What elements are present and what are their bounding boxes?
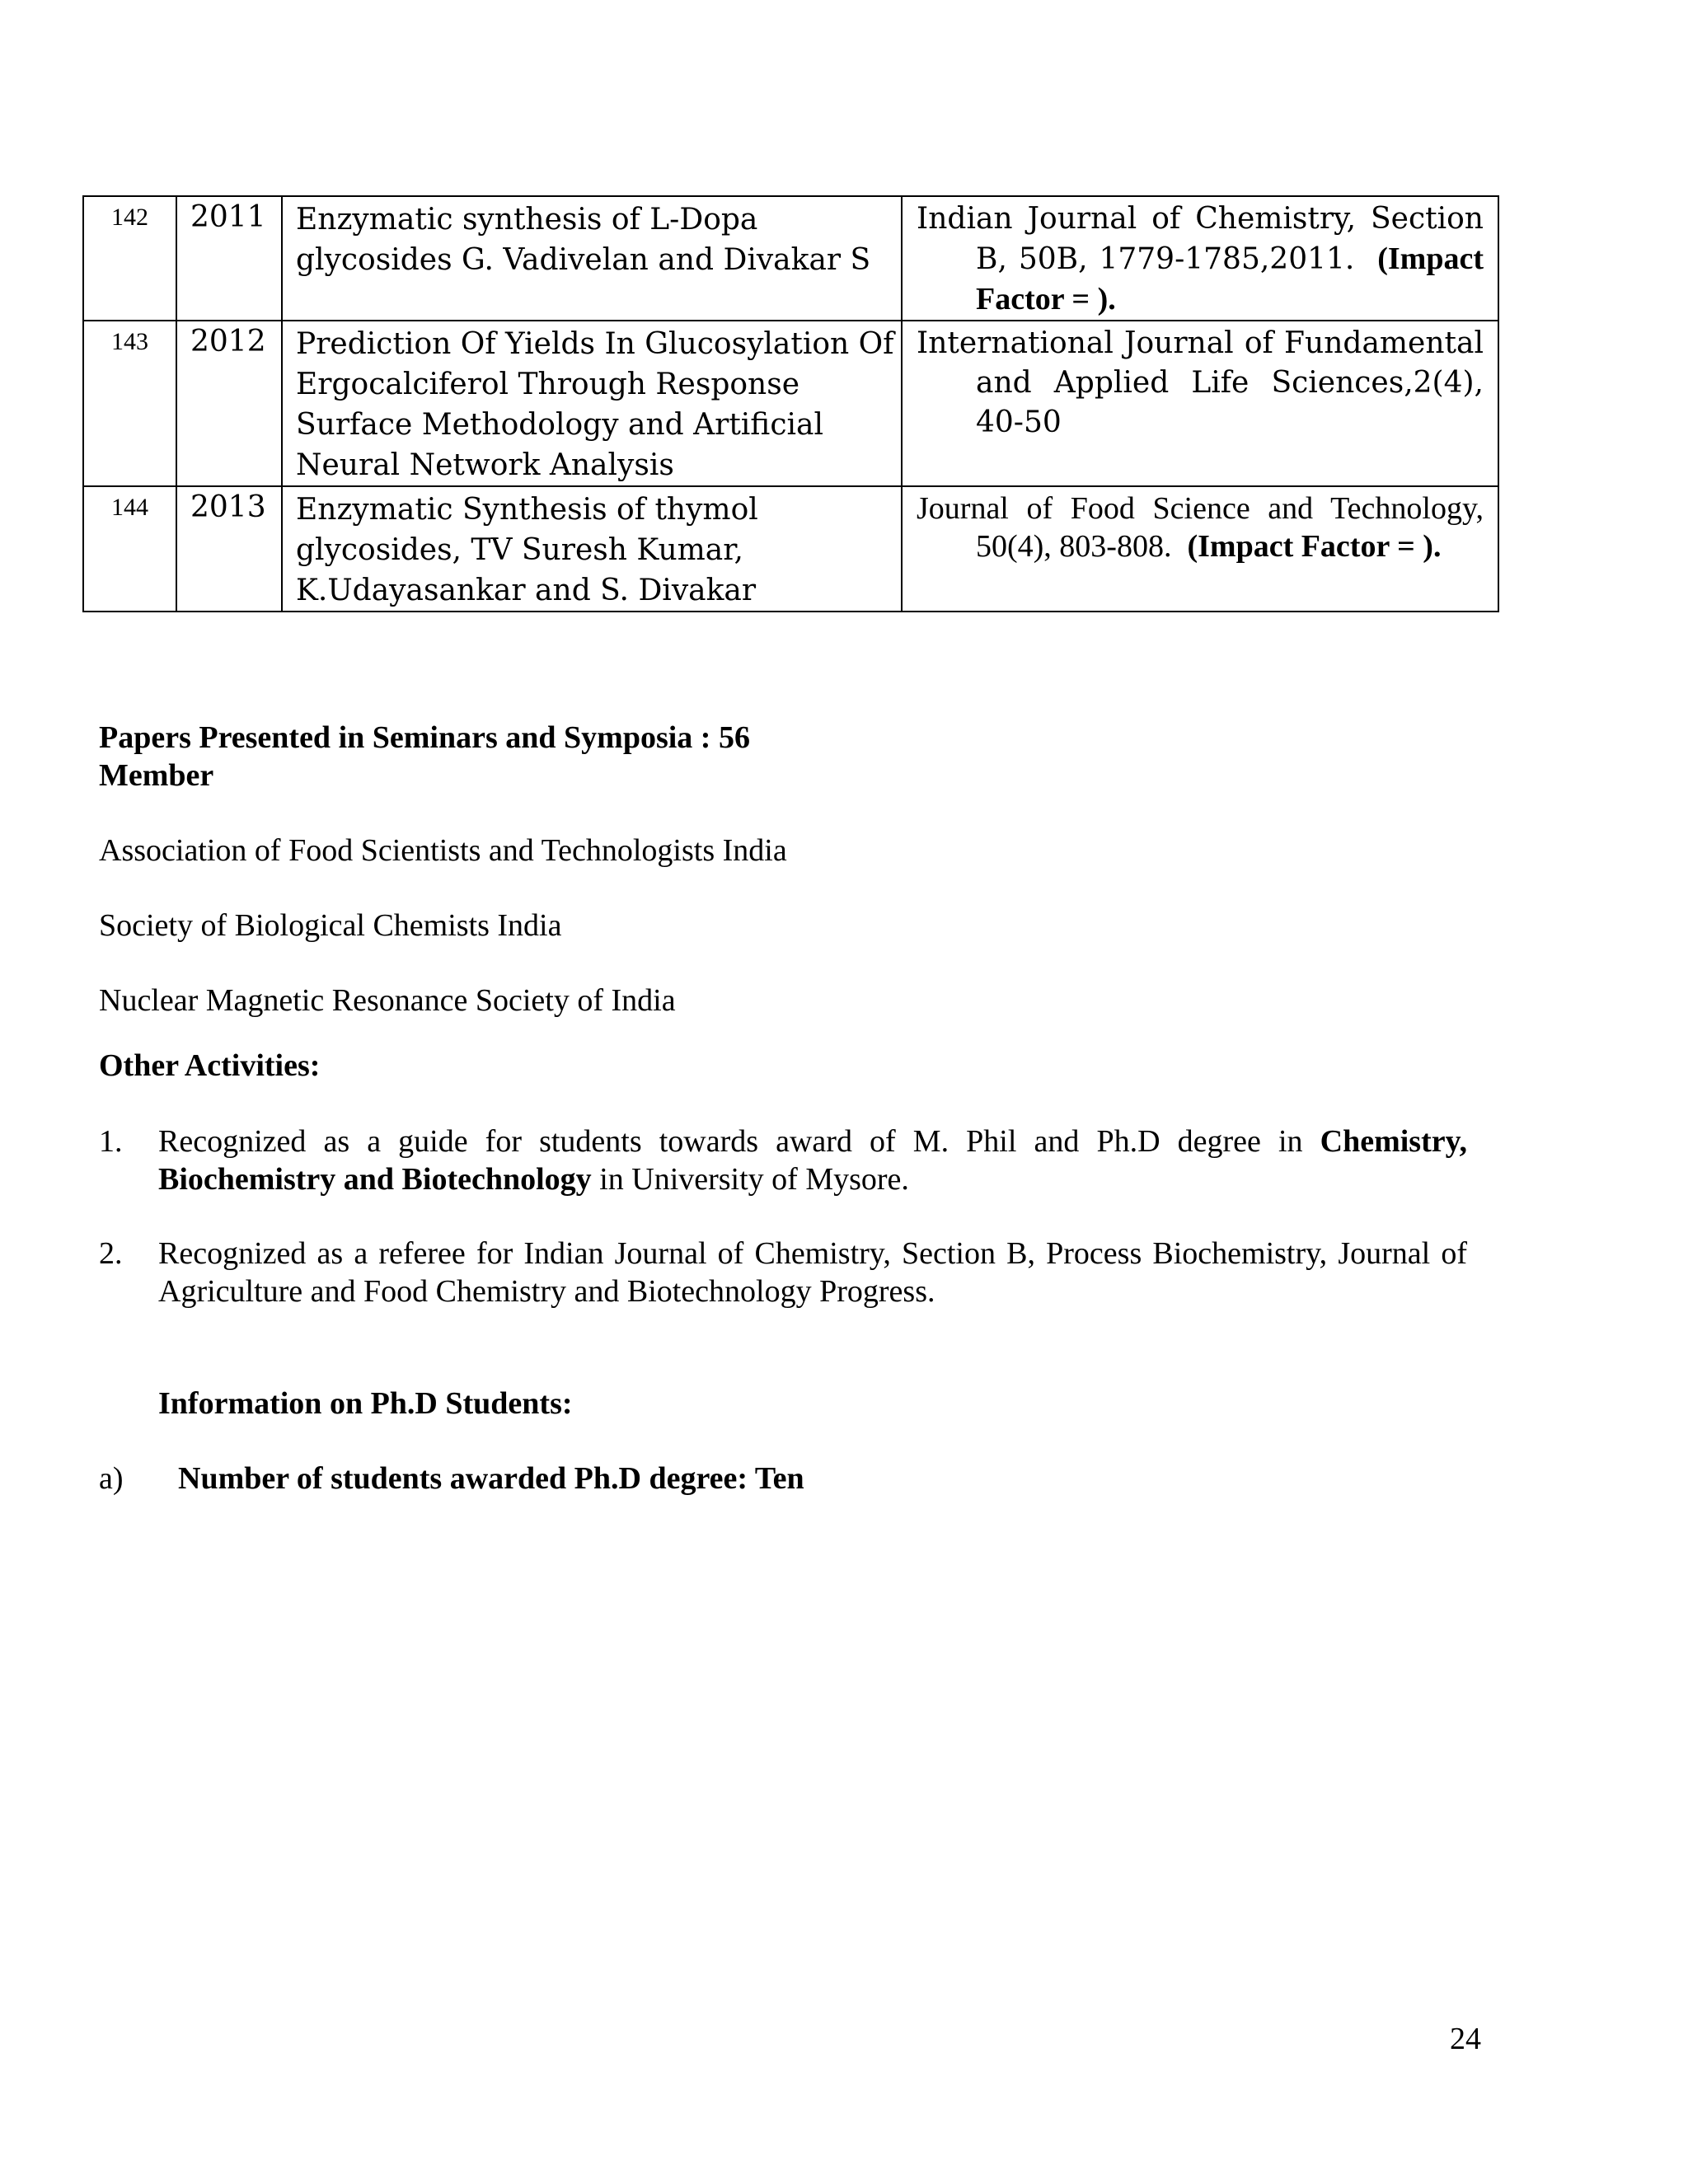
pub-impact-factor: (Impact Factor = ). <box>1187 529 1442 564</box>
pub-journal-cell <box>902 486 1498 612</box>
membership-item: Nuclear Magnetic Resonance Society of India <box>99 983 676 1018</box>
table-row <box>83 486 1498 612</box>
page-number: 24 <box>1450 2022 1481 2056</box>
pub-title: Enzymatic Synthesis of thymol glycosides, TV Suresh Kumar, K.Udayasankar and S. Divakar <box>282 486 902 612</box>
pub-year: 2012 <box>176 321 282 486</box>
activity-item <box>99 1122 1467 1198</box>
pub-impact-factor: (Impact Factor = ). <box>976 241 1484 316</box>
pub-title: Prediction Of Yields In Glucosylation Of Ergocalciferol Through Response Surface Methodology and Artificial Neural Network Analysis <box>282 321 902 486</box>
member-heading: Member <box>99 758 214 793</box>
publications-table <box>82 195 1499 612</box>
activity-subjects: Chemistry, Biochemistry and Biotechnology <box>158 1124 1467 1197</box>
pub-number: 142 <box>83 196 176 321</box>
pub-journal: International Journal of Fundamental and Applied Life Sciences,2(4), 40-50 <box>917 326 1484 439</box>
pub-number: 144 <box>83 486 176 612</box>
seminars-heading: Papers Presented in Seminars and Symposia : 56 <box>99 720 750 755</box>
pub-journal-cell <box>902 321 1498 486</box>
pub-year: 2011 <box>176 196 282 321</box>
phd-heading: Information on Ph.D Students: <box>158 1386 573 1421</box>
phd-item-text: Number of students awarded Ph.D degree: Ten <box>178 1461 804 1496</box>
pub-number: 143 <box>83 321 176 486</box>
table-row <box>83 321 1498 486</box>
activity-text: Recognized as a referee for Indian Journal of Chemistry, Section B, Process Biochemistry, Journal of Agriculture and Food Chemistry and Biotechnology Progress. <box>158 1236 1467 1309</box>
membership-item: Association of Food Scientists and Technologists India <box>99 833 787 868</box>
pub-journal-cell <box>902 196 1498 321</box>
pub-year: 2013 <box>176 486 282 612</box>
pub-title: Enzymatic synthesis of L-Dopa glycosides G. Vadivelan and Divakar S <box>282 196 902 321</box>
activity-item <box>99 1235 1467 1310</box>
membership-item: Society of Biological Chemists India <box>99 908 562 943</box>
pub-journal: Journal of Food Science and Technology, 50(4), 803-808. (Impact Factor = ). <box>917 491 1484 564</box>
table-row <box>83 196 1498 321</box>
activity-text: Recognized as a guide for students towards award of M. Phil and Ph.D degree in Chemistry, Biochemistry and Biotechnology in University of Mysore. <box>158 1124 1467 1197</box>
pub-journal: Indian Journal of Chemistry, Section B, 50B, 1779-1785,2011. (Impact Factor = ). <box>917 202 1484 316</box>
other-activities-heading: Other Activities: <box>99 1048 321 1083</box>
activity-number: 2. <box>99 1236 123 1271</box>
phd-item-label: a) <box>99 1461 124 1496</box>
activity-number: 1. <box>99 1124 123 1159</box>
